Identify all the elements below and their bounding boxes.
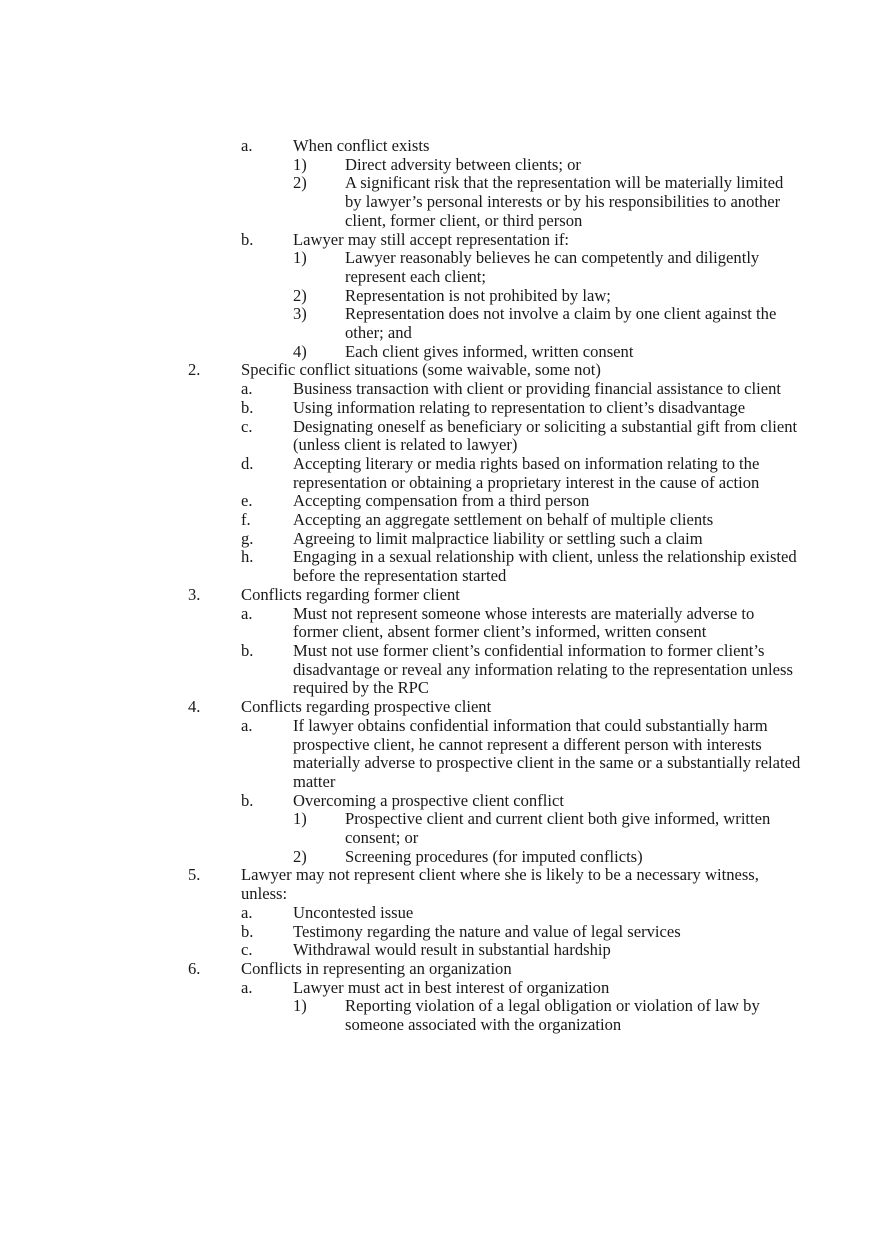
outline-item-level-3 <box>0 848 880 867</box>
list-item-text: A significant risk that the representation will be materially limited by lawyer’s personal interests or by his responsibilities to another client, former client, or third person <box>345 173 784 230</box>
list-item-text: Designating oneself as beneficiary or soliciting a substantial gift from client (unless client is related to lawyer) <box>293 416 798 455</box>
list-item-text: Engaging in a sexual relationship with client, unless the relationship existed before the representation started <box>293 547 797 586</box>
outline-item-level-3 <box>0 287 880 306</box>
list-item-text: Overcoming a prospective client conflict <box>293 790 564 810</box>
outline-item-level-3 <box>0 810 880 847</box>
outline-item-level-2 <box>0 455 880 492</box>
list-item-text: Each client gives informed, written consent <box>345 341 634 361</box>
list-marker: b. <box>241 921 254 941</box>
list-marker: 2. <box>188 360 201 380</box>
list-marker: g. <box>241 528 254 548</box>
list-item-text: Lawyer may still accept representation if: <box>293 229 569 249</box>
list-marker: a. <box>241 902 253 922</box>
list-item-text: Using information relating to representation to client’s disadvantage <box>293 397 746 417</box>
list-item-text: Must not use former client’s confidential information to former client’s disadvantage or reveal any information relating to the representation unless required by the RPC <box>293 640 793 698</box>
outline-item-level-2 <box>0 979 880 998</box>
list-marker: a. <box>241 603 253 623</box>
outline-item-level-2 <box>0 399 880 418</box>
outline-item-level-2 <box>0 511 880 530</box>
list-marker: 4) <box>293 341 307 361</box>
outline-item-level-2 <box>0 717 880 792</box>
list-marker: 2) <box>293 173 307 193</box>
list-marker: a. <box>241 715 253 735</box>
list-item-text: Accepting literary or media rights based on information relating to the representation or obtaining a proprietary interest in the cause of action <box>293 453 760 492</box>
outline-item-level-2 <box>0 380 880 399</box>
list-marker: 3) <box>293 304 307 324</box>
outline-item-level-2 <box>0 231 880 250</box>
outline-item-level-2 <box>0 904 880 923</box>
list-marker: a. <box>241 136 253 155</box>
outline-item-level-2 <box>0 137 880 156</box>
list-marker: b. <box>241 790 254 810</box>
list-marker: 5. <box>188 865 201 885</box>
list-marker: 1) <box>293 809 307 829</box>
list-item-text: Uncontested issue <box>293 902 414 922</box>
outline-item-level-2 <box>0 941 880 960</box>
list-marker: 1) <box>293 248 307 268</box>
list-marker: b. <box>241 229 254 249</box>
list-marker: 6. <box>188 958 201 978</box>
list-marker: b. <box>241 640 254 660</box>
outline-item-level-1 <box>0 866 880 903</box>
list-marker: h. <box>241 547 254 567</box>
outline-item-level-1 <box>0 698 880 717</box>
list-item-text: Testimony regarding the nature and value of legal services <box>293 921 681 941</box>
list-item-text: Accepting an aggregate settlement on behalf of multiple clients <box>293 510 714 530</box>
outline-item-level-2 <box>0 605 880 642</box>
list-item-text: Agreeing to limit malpractice liability or settling such a claim <box>293 528 703 548</box>
outline-item-level-2 <box>0 642 880 698</box>
list-item-text: Conflicts in representing an organization <box>241 958 512 978</box>
outline-item-level-3 <box>0 305 880 342</box>
list-item-text: Specific conflict situations (some waivable, some not) <box>241 360 601 380</box>
outline-item-level-1 <box>0 586 880 605</box>
outline-item-level-2 <box>0 548 880 585</box>
list-item-text: Lawyer must act in best interest of organization <box>293 977 610 997</box>
list-marker: c. <box>241 416 253 436</box>
list-item-text: Must not represent someone whose interests are materially adverse to former client, absent former client’s informed, written consent <box>293 603 755 642</box>
list-item-text: Lawyer may not represent client where she is likely to be a necessary witness, unless: <box>241 865 759 904</box>
list-item-text: When conflict exists <box>293 136 430 155</box>
outline-item-level-2 <box>0 530 880 549</box>
outline-item-level-3 <box>0 997 880 1034</box>
list-marker: d. <box>241 453 254 473</box>
list-item-text: Direct adversity between clients; or <box>345 154 581 174</box>
list-item-text: Accepting compensation from a third person <box>293 491 590 511</box>
list-marker: 1) <box>293 154 307 174</box>
list-item-text: Screening procedures (for imputed conflicts) <box>345 846 643 866</box>
list-marker: e. <box>241 491 253 511</box>
list-marker: 2) <box>293 285 307 305</box>
outline-item-level-3 <box>0 343 880 362</box>
list-item-text: Representation is not prohibited by law; <box>345 285 611 305</box>
list-item-text: If lawyer obtains confidential information that could substantially harm prospective client, he cannot represent a different person with interests materially adverse to prospective client in the same or a substantially related matter <box>293 715 801 791</box>
outline-item-level-2 <box>0 418 880 455</box>
list-marker: 2) <box>293 846 307 866</box>
list-item-text: Reporting violation of a legal obligation or violation of law by someone associated with the organization <box>345 996 760 1035</box>
outline-item-level-2 <box>0 923 880 942</box>
list-item-text: Representation does not involve a claim by one client against the other; and <box>345 304 777 343</box>
list-item-text: Conflicts regarding former client <box>241 584 460 604</box>
outline-item-level-2 <box>0 492 880 511</box>
outline-item-level-2 <box>0 792 880 811</box>
list-marker: b. <box>241 397 254 417</box>
list-marker: f. <box>241 510 251 530</box>
list-marker: a. <box>241 379 253 399</box>
outline-item-level-1 <box>0 960 880 979</box>
outline-item-level-3 <box>0 249 880 286</box>
outline-item-level-3 <box>0 174 880 230</box>
list-item-text: Conflicts regarding prospective client <box>241 697 492 717</box>
list-marker: 1) <box>293 996 307 1016</box>
list-item-text: Business transaction with client or providing financial assistance to client <box>293 379 782 399</box>
list-marker: 3. <box>188 584 201 604</box>
list-item-text: Withdrawal would result in substantial hardship <box>293 940 611 960</box>
outline-item-level-3 <box>0 156 880 175</box>
list-item-text: Prospective client and current client both give informed, written consent; or <box>345 809 771 848</box>
list-item-text: Lawyer reasonably believes he can competently and diligently represent each client; <box>345 248 760 286</box>
list-marker: a. <box>241 977 253 997</box>
list-marker: c. <box>241 940 253 960</box>
document-outline <box>0 137 880 1035</box>
outline-item-level-1 <box>0 361 880 380</box>
list-marker: 4. <box>188 697 201 717</box>
